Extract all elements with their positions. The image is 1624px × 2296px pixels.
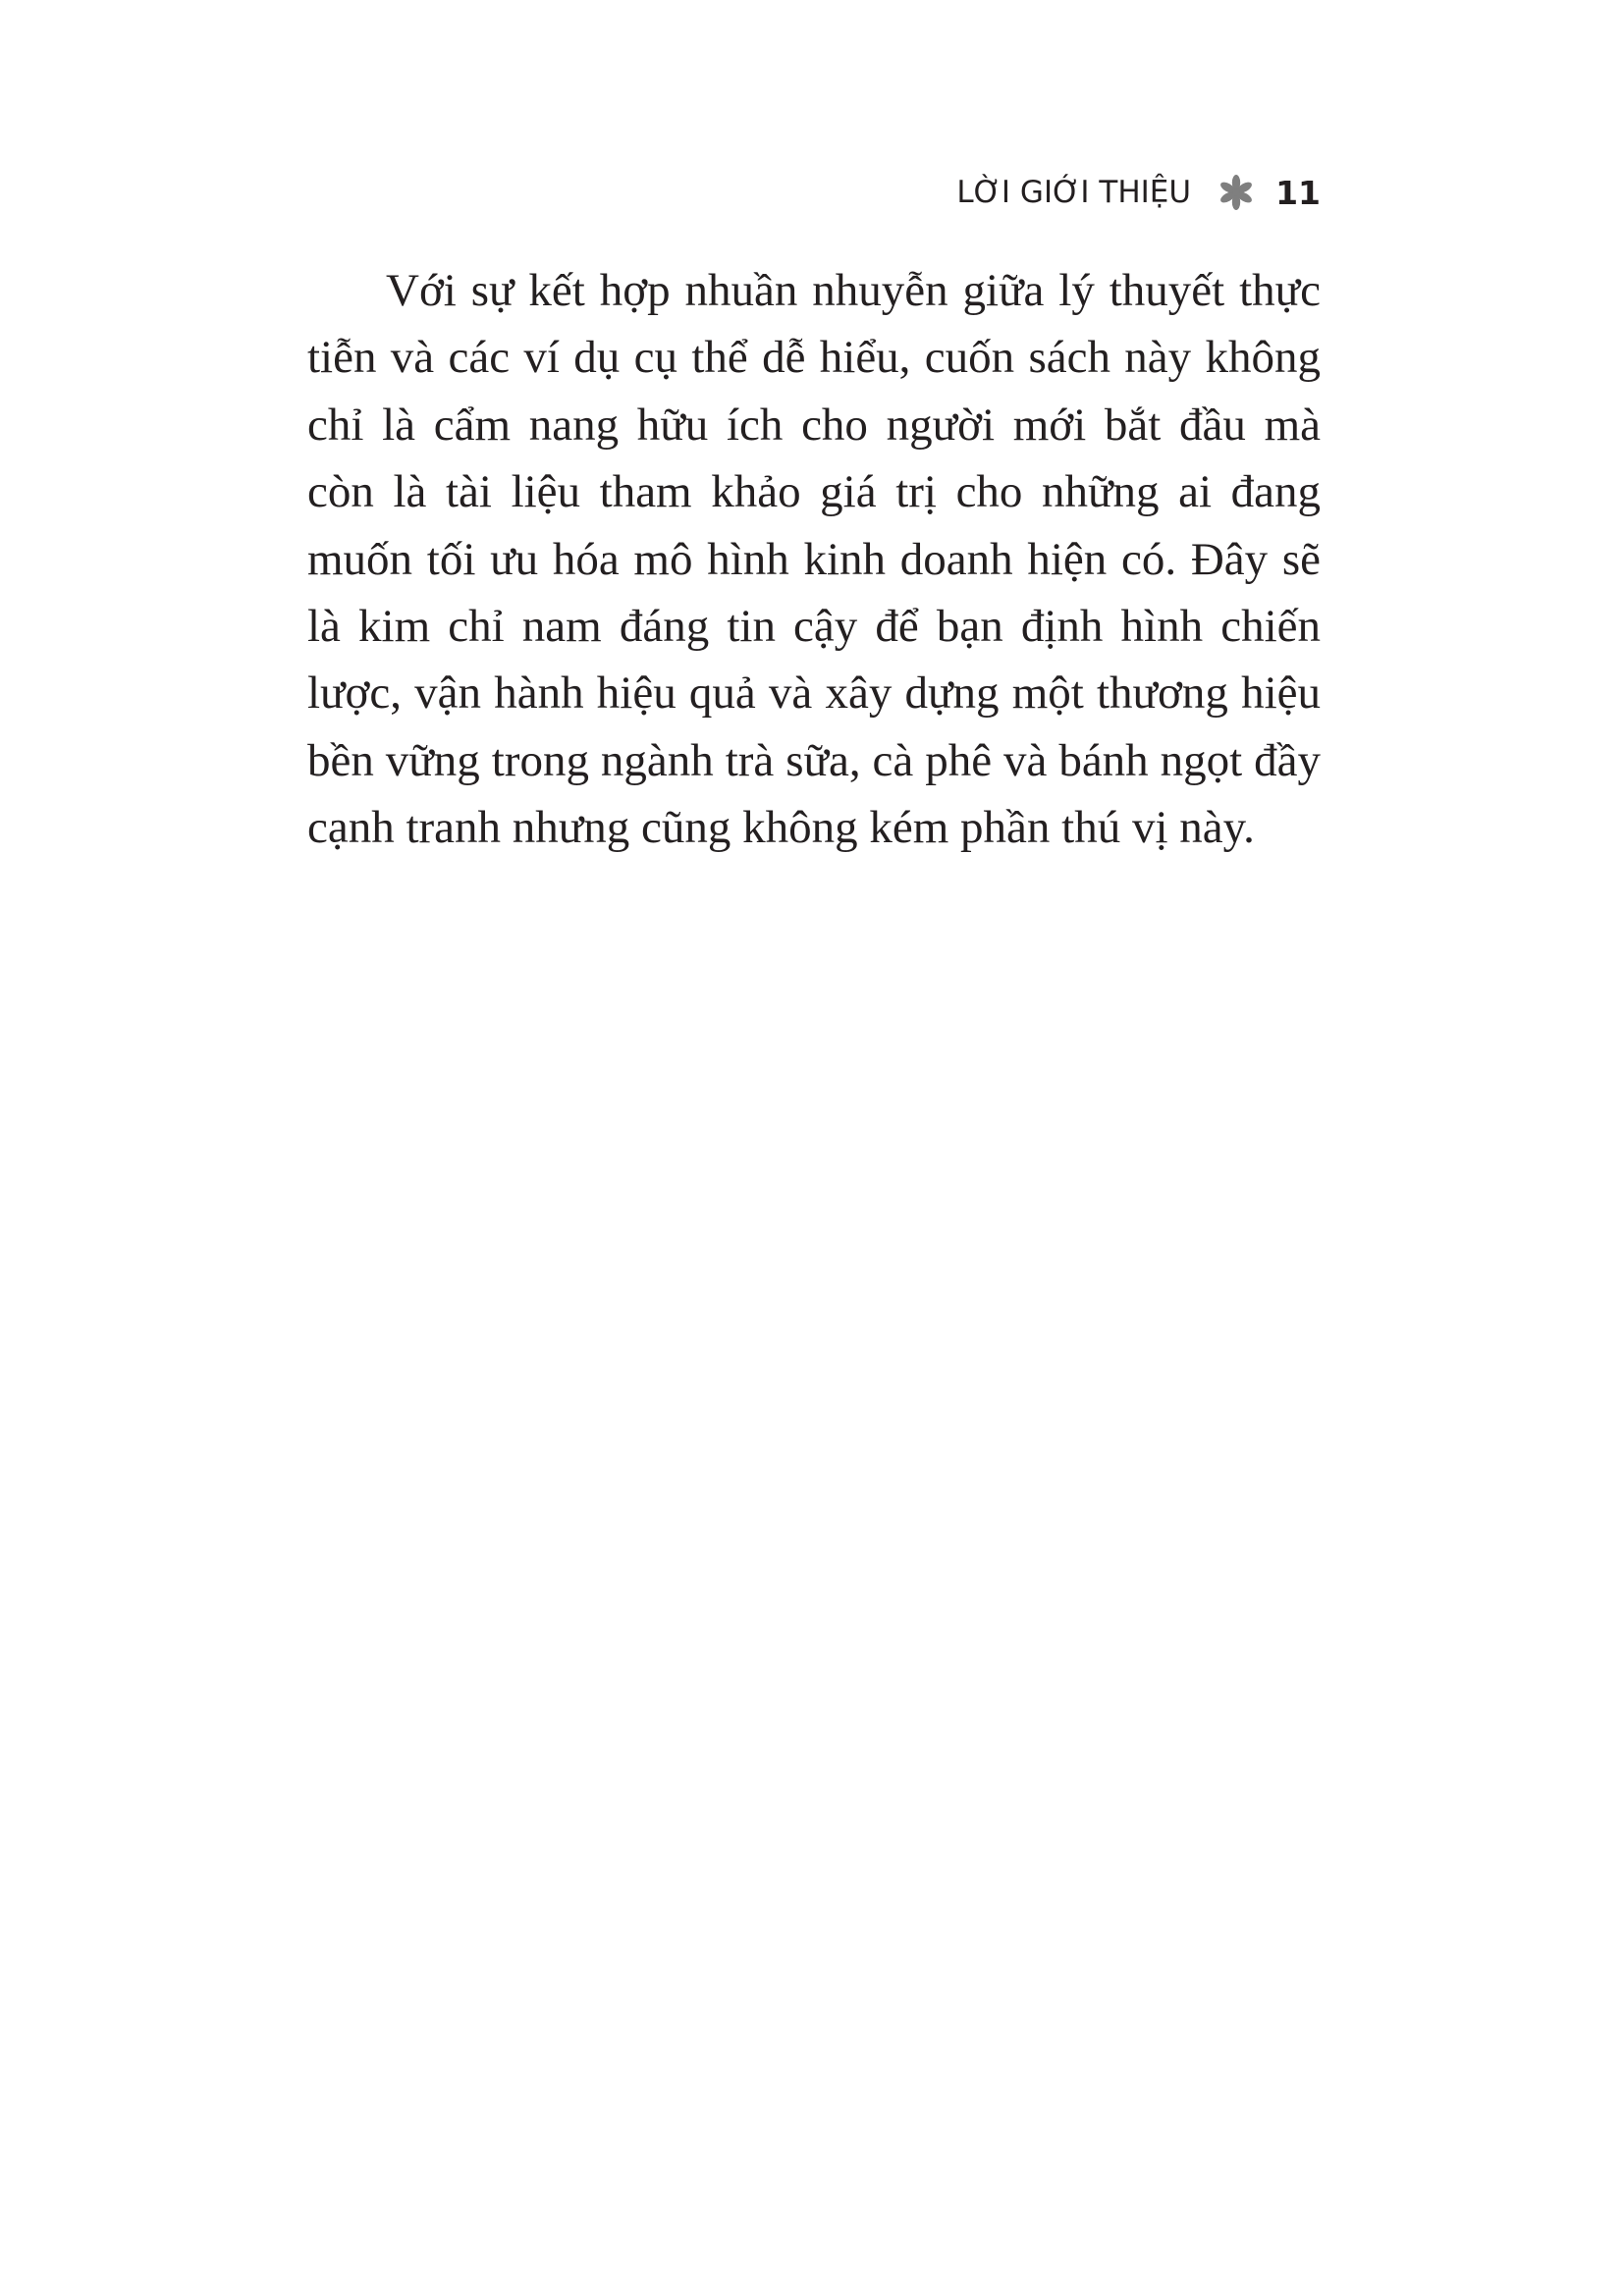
section-title: LỜI GIỚI THIỆU	[956, 175, 1192, 210]
asterisk-flower-icon	[1218, 175, 1254, 210]
running-header	[956, 165, 1321, 220]
body-paragraph: Với sự kết hợp nhuần nhuyễn giữa lý thuyết thực tiễn và các ví dụ cụ thể dễ hiểu, cuốn sách này không chỉ là cẩm nang hữu ích cho người mới bắt đầu mà còn là tài liệu tham khảo giá trị cho những ai đang muốn tối ưu hóa mô hình kinh doanh hiện có. Đây sẽ là kim chỉ nam đáng tin cậy để bạn định hình chiến lược, vận hành hiệu quả và xây dựng một thương hiệu bền vững trong ngành trà sữa, cà phê và bánh ngọt đầy cạnh tranh nhưng cũng không kém phần thú vị này.	[307, 265, 1321, 854]
page-number: 11	[1275, 173, 1321, 212]
